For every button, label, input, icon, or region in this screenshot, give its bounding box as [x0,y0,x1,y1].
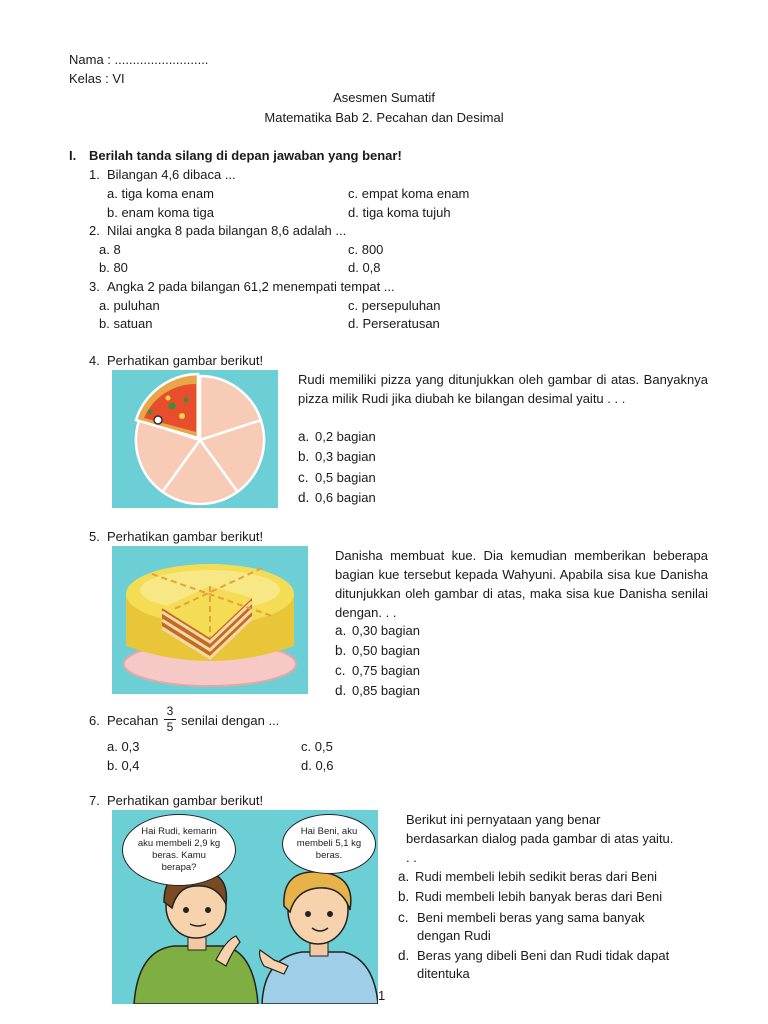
q3-option-a: a. puluhan [99,298,160,313]
pizza-picture [112,370,278,508]
q6-option-d: d. 0,6 [301,758,334,773]
q5-option-c-letter: c. [335,663,346,678]
q6-text-after: senilai dengan ... [181,713,280,728]
section-instruction: Berilah tanda silang di depan jawaban yang benar! [89,148,402,163]
q4-option-c-text: 0,5 bagian [315,470,376,485]
q4-option-c [298,469,376,487]
q2-option-a: a. 8 [99,242,121,257]
q1-text: Bilangan 4,6 dibaca ... [107,167,236,182]
q4-stem: Rudi memiliki pizza yang ditunjukkan oleh gambar di atas. Banyaknya pizza milik Rudi jika diubah ke bilangan desimal yaitu . . . [298,372,708,406]
q7-option-d [398,947,698,983]
q3-text: Angka 2 pada bilangan 61,2 menempati tempat ... [107,279,395,294]
q5-option-b-letter: b. [335,643,347,658]
q1-option-c: c. empat koma enam [348,186,470,201]
q4-option-b-letter: b. [298,449,310,464]
section-number: I. [69,148,77,163]
q7-text: Perhatikan gambar berikut! [107,793,264,808]
q5-option-b-text: 0,50 bagian [352,643,420,658]
q4-option-c-letter: c. [298,470,309,485]
q6-fraction [164,705,176,734]
cake-picture [112,546,308,694]
page-title: Asesmen Sumatif [333,90,435,105]
q5-option-d-letter: d. [335,683,347,698]
q1-option-b: b. enam koma tiga [107,205,214,220]
q5-option-a-letter: a. [335,623,347,638]
q7-option-d-text: Beras yang dibeli Beni dan Rudi tidak dapat ditentuka [417,948,670,981]
name-line: Nama : .......................... [69,52,209,67]
q7-option-d-letter: d. [398,948,410,963]
speech-bubble-left-text: Hai Rudi, kemarin aku membeli 2,9 kg beras. Kamu berapa? [137,826,221,873]
q7-option-c-text: Beni membeli beras yang sama banyak dengan Rudi [417,910,645,943]
q7-option-a [398,868,657,886]
q5-option-c-text: 0,75 bagian [352,663,420,678]
speech-bubble-right [282,814,376,874]
q4-text: Perhatikan gambar berikut! [107,353,264,368]
q4-number: 4. [89,353,100,368]
q6-option-a: a. 0,3 [107,739,140,754]
q7-option-b-letter: b. [398,889,410,904]
q2-number: 2. [89,223,100,238]
speech-bubble-right-text: Hai Beni, aku membeli 5,1 kg beras. [296,826,362,861]
dialog-picture [112,810,378,1004]
q2-option-c: c. 800 [348,242,384,257]
q4-option-a-letter: a. [298,429,310,444]
q5-option-c [335,662,420,680]
q7-option-a-text: Rudi membeli lebih sedikit beras dari Beni [415,869,658,884]
q3-option-c: c. persepuluhan [348,298,441,313]
q5-text: Perhatikan gambar berikut! [107,529,264,544]
q3-option-d: d. Perseratusan [348,316,440,331]
q1-number: 1. [89,167,100,182]
q2-text: Nilai angka 8 pada bilangan 8,6 adalah ... [107,223,347,238]
q7-option-b [398,888,662,906]
page-subtitle: Matematika Bab 2. Pecahan dan Desimal [264,110,504,125]
q1-option-d: d. tiga koma tujuh [348,205,451,220]
q5-option-d-text: 0,85 bagian [352,683,420,698]
q5-option-a-text: 0,30 bagian [352,623,420,638]
q5-stem: Danisha membuat kue. Dia kemudian memberikan beberapa bagian kue tersebut kepada Wahyuni. Apabila sisa kue Danisha ditunjukkan oleh gambar di atas, maka sisa kue Danisha senilai dengan. . . [335,548,708,620]
q4-option-b-text: 0,3 bagian [315,449,376,464]
q4-option-d-text: 0,6 bagian [315,490,376,505]
q5-option-d [335,682,420,700]
q2-option-b: b. 80 [99,260,128,275]
q7-option-c [398,909,678,945]
q5-option-a [335,622,420,640]
q6-numerator: 3 [166,704,174,718]
cake-illustration [112,546,308,694]
q6-denominator: 5 [166,720,174,734]
q7-option-b-text: Rudi membeli lebih banyak beras dari Beni [415,889,663,904]
q2-option-d: d. 0,8 [348,260,381,275]
q1-option-a: a. tiga koma enam [107,186,214,201]
q7-stem: Berikut ini pernyataan yang benar berdasarkan dialog pada gambar di atas yaitu. . . [406,812,674,865]
page-number: 1 [378,988,386,1003]
q7-number: 7. [89,793,100,808]
q7-option-c-letter: c. [398,910,409,925]
q4-option-b [298,448,376,466]
q3-option-b: b. satuan [99,316,153,331]
q7-option-a-letter: a. [398,869,410,884]
q6-text-before: Pecahan [107,713,159,728]
q6-option-c: c. 0,5 [301,739,333,754]
q4-option-d [298,489,376,507]
q3-number: 3. [89,279,100,294]
q5-number: 5. [89,529,100,544]
pizza-illustration [112,370,278,508]
q6-number: 6. [89,713,100,728]
speech-bubble-left [122,814,236,886]
q6-option-b: b. 0,4 [107,758,140,773]
q4-option-d-letter: d. [298,490,310,505]
class-line: Kelas : VI [69,71,125,86]
q4-option-a-text: 0,2 bagian [315,429,376,444]
q4-option-a [298,428,376,446]
q5-option-b [335,642,420,660]
